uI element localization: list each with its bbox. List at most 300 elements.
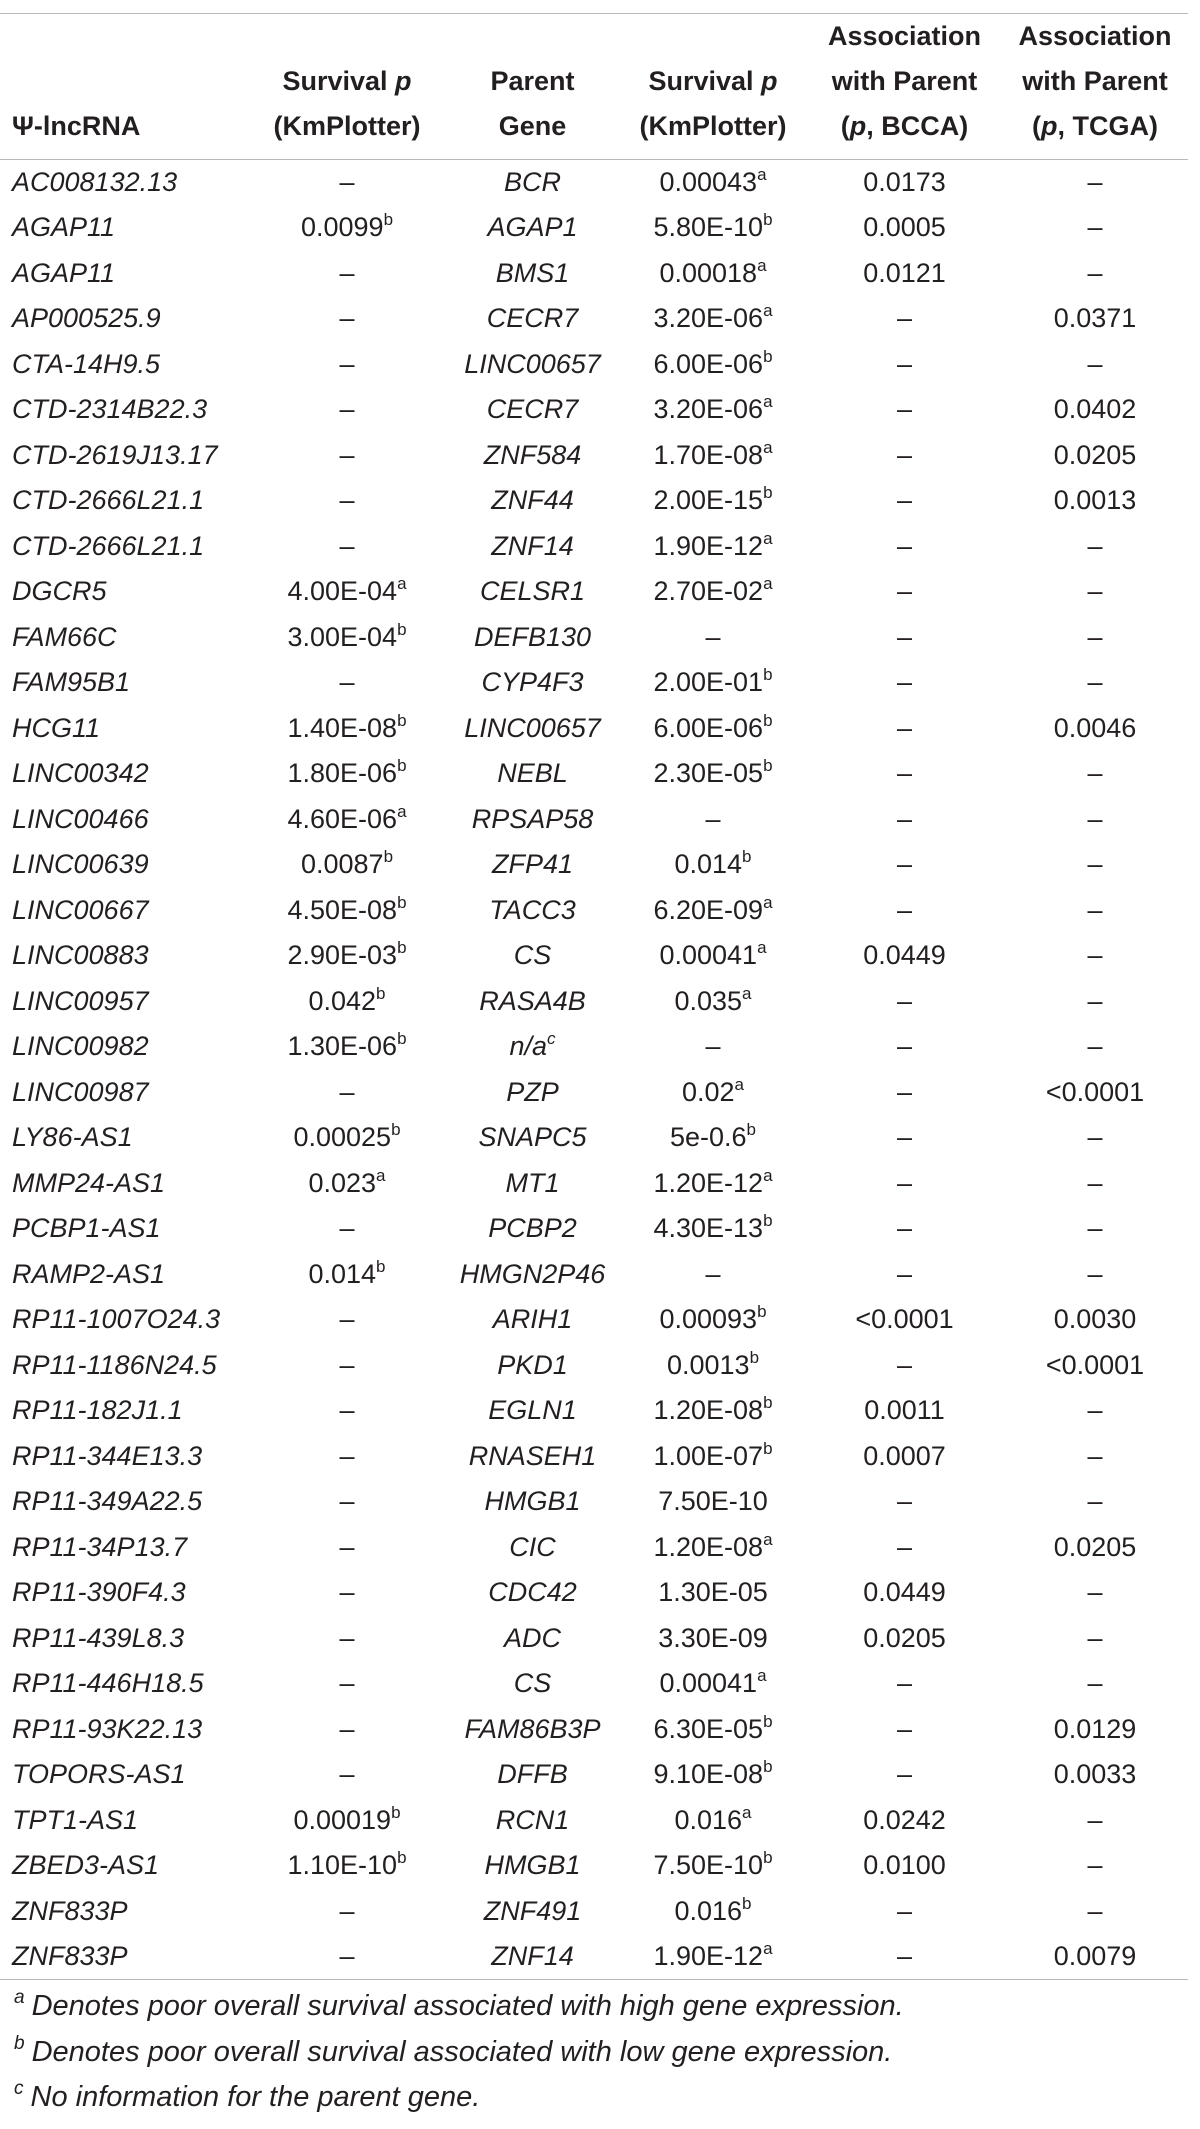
lncrna-name-cell: MMP24-AS1: [12, 1167, 166, 1198]
parent-gene-cell: PZP: [506, 1076, 559, 1107]
bcca-association-cell: <0.0001: [855, 1304, 954, 1335]
tcga-association-cell: –: [1087, 257, 1103, 288]
lncrna-survival-p-cell: –: [339, 1531, 355, 1562]
lncrna-survival-p-cell: 4.50E-08$^b$: [287, 892, 407, 925]
lncrna-name-cell: PCBP1-AS1: [12, 1213, 161, 1244]
bcca-association-cell: –: [896, 1895, 913, 1926]
footnote-mark: a: [757, 1666, 767, 1686]
footnote-mark: a: [763, 574, 773, 594]
parent-survival-p-cell: 6.20E-09$^a$: [653, 892, 773, 925]
bcca-association-cell: –: [896, 712, 913, 743]
bcca-association-cell: 0.0011: [864, 1395, 945, 1426]
parent-survival-p-cell: 2.30E-05$^b$: [653, 756, 773, 789]
lncrna-survival-p-cell: –: [339, 1395, 355, 1426]
bcca-association-cell: 0.0449: [863, 940, 946, 971]
table-body: [0, 160, 1188, 1980]
footnote-mark: b: [763, 1393, 773, 1413]
table-row: [0, 1252, 1188, 1298]
table-row: [0, 842, 1188, 888]
lncrna-survival-p-cell: –: [339, 1349, 355, 1380]
parent-survival-p-cell: 4.30E-13$^b$: [653, 1211, 773, 1244]
footnote-mark: b: [763, 665, 773, 685]
lncrna-survival-p-cell: 2.90E-03$^b$: [287, 938, 407, 971]
tcga-association-cell: –: [1087, 167, 1103, 197]
parent-gene-cell: CECR7: [486, 303, 579, 334]
table-row: [0, 524, 1188, 570]
tcga-association-cell: –: [1087, 1850, 1103, 1881]
parent-survival-p-cell: 0.02$^a$: [681, 1074, 745, 1107]
parent-survival-p-cell: 1.70E-08$^a$: [653, 437, 773, 470]
lncrna-survival-p-cell: 0.0087$^b$: [300, 847, 394, 880]
table-row: [0, 1115, 1188, 1161]
lncrna-survival-p-cell: 4.00E-04$^a$: [287, 574, 407, 607]
footnote-mark: a: [763, 1939, 773, 1958]
tcga-association-cell: –: [1087, 348, 1103, 379]
parent-survival-p-cell: 3.30E-09: [658, 1622, 768, 1653]
table-row: [0, 1206, 1188, 1252]
tcga-association-cell: –: [1087, 1804, 1103, 1835]
bcca-association-cell: –: [896, 1076, 913, 1107]
parent-gene-cell: NEBL: [497, 758, 568, 789]
lncrna-name-cell: CTA-14H9.5: [12, 348, 161, 379]
header-parent-survival-p: Survival p (KmPlotter): [619, 14, 807, 160]
table-row: [0, 251, 1188, 297]
lncrna-name-cell: ZNF833P: [0, 1934, 248, 1980]
tcga-association-cell: –: [1087, 1122, 1103, 1153]
parent-survival-p-cell: 1.90E-12$^a$: [653, 528, 773, 561]
lncrna-name-cell: RP11-344E13.3: [12, 1440, 203, 1471]
parent-gene-cell: CDC42: [488, 1577, 577, 1608]
bcca-association-cell: –: [896, 485, 913, 516]
footnote-mark: b: [746, 1120, 757, 1140]
footnote-mark: b: [763, 1757, 773, 1777]
parent-gene-cell: RPSAP58: [471, 803, 594, 834]
tcga-association-cell: 0.0129: [1053, 1713, 1137, 1744]
bcca-association-cell: 0.0173: [863, 167, 946, 197]
header-association-bcca: Association with Parent (p, BCCA): [807, 14, 1002, 160]
lncrna-survival-p-cell: –: [339, 1440, 355, 1471]
lncrna-name-cell: AGAP11: [12, 257, 116, 288]
footnote-mark: b: [763, 1211, 773, 1231]
bcca-association-cell: –: [896, 1713, 913, 1744]
lncrna-survival-p-cell: –: [339, 1622, 355, 1653]
tcga-association-cell: 0.0205: [1053, 439, 1137, 470]
lncrna-name-cell: LINC00466: [12, 803, 149, 834]
lncrna-survival-p-cell: 1.10E-10$^b$: [287, 1848, 407, 1881]
lncrna-survival-p-cell: 3.00E-04$^b$: [287, 619, 407, 652]
lncrna-survival-p-cell: –: [248, 1934, 446, 1980]
tcga-association-cell: –: [1087, 1440, 1103, 1471]
tcga-association-cell: –: [1087, 803, 1103, 834]
lncrna-name-cell: RP11-93K22.13: [12, 1713, 203, 1744]
bcca-association-cell: –: [896, 530, 913, 561]
lncrna-name-cell: LINC00667: [12, 894, 149, 925]
footnote: $^c$ No information for the parent gene.: [14, 2078, 481, 2113]
table-row: [0, 1889, 1188, 1935]
bcca-association-cell: –: [896, 303, 913, 334]
tcga-association-cell: 0.0205: [1053, 1531, 1137, 1562]
footnote-mark: b: [763, 1711, 773, 1731]
parent-survival-p-cell: –: [705, 1258, 721, 1289]
tcga-association-cell: –: [1087, 1622, 1103, 1653]
table-row: [0, 660, 1188, 706]
table-row: [0, 160, 1188, 206]
footnote-mark: b: [376, 983, 386, 1003]
table-row: [0, 1843, 1188, 1889]
parent-gene-cell: RASA4B: [479, 985, 586, 1016]
table-row: [0, 1752, 1188, 1798]
tcga-association-cell: –: [1087, 621, 1103, 652]
table-row: [0, 797, 1188, 843]
lncrna-name-cell: AC008132.13: [12, 167, 178, 197]
bcca-association-cell: –: [896, 1349, 913, 1380]
parent-survival-p-cell: 5e-0.6$^b$: [669, 1120, 757, 1153]
parent-survival-p-cell: 0.00018$^a$: [659, 255, 767, 288]
footnote-mark: b: [397, 1848, 407, 1868]
table-row: [0, 1661, 1188, 1707]
footnote-mark: b: [376, 1256, 386, 1276]
parent-gene-cell: CELSR1: [479, 576, 586, 607]
parent-gene-cell: SNAPC5: [478, 1122, 587, 1153]
lncrna-name-cell: LINC00982: [12, 1031, 149, 1062]
tcga-association-cell: 0.0033: [1053, 1759, 1137, 1790]
lncrna-survival-p-cell: –: [339, 1759, 355, 1790]
bcca-association-cell: –: [896, 1486, 913, 1517]
bcca-association-cell: 0.0205: [863, 1622, 946, 1653]
tcga-association-cell: –: [1087, 1031, 1103, 1062]
parent-gene-cell: PKD1: [497, 1349, 568, 1380]
bcca-association-cell: –: [896, 1258, 913, 1289]
lncrna-survival-p-cell: –: [339, 1076, 355, 1107]
table-row: [0, 1024, 1188, 1070]
table-row: [0, 1934, 1188, 1980]
lncrna-name-cell: LINC00639: [12, 849, 149, 880]
tcga-association-cell: –: [1087, 894, 1103, 925]
tcga-association-cell: –: [1087, 1486, 1103, 1517]
bcca-association-cell: 0.0100: [863, 1850, 946, 1881]
table-row: [0, 342, 1188, 388]
bcca-association-cell: 0.0242: [863, 1804, 946, 1835]
parent-gene-cell: RCN1: [495, 1804, 570, 1835]
table-row: [0, 615, 1188, 661]
bcca-association-cell: –: [896, 1167, 913, 1198]
footnote-mark: a: [742, 983, 752, 1003]
table-row: [0, 569, 1188, 615]
parent-survival-p-cell: 1.00E-07$^b$: [653, 1438, 773, 1471]
parent-survival-p-cell: 3.20E-06$^a$: [653, 301, 773, 334]
lncrna-survival-p-cell: –: [339, 1577, 355, 1608]
lncrna-survival-p-cell: 0.023$^a$: [308, 1165, 386, 1198]
lncrna-survival-p-cell: 0.014$^b$: [308, 1256, 386, 1289]
lncrna-table: [0, 13, 1188, 1980]
parent-gene-cell: HMGB1: [484, 1850, 581, 1881]
parent-gene-cell: BCR: [503, 167, 561, 197]
bcca-association-cell: –: [896, 1668, 913, 1699]
header-parent-gene: Parent Gene: [446, 14, 619, 160]
lncrna-name-cell: HCG11: [12, 712, 101, 743]
parent-survival-p-cell: 7.50E-10: [658, 1486, 768, 1517]
footnote-mark: a: [376, 1165, 386, 1185]
lncrna-name-cell: CTD-2619J13.17: [12, 439, 218, 470]
bcca-association-cell: –: [896, 1122, 913, 1153]
tcga-association-cell: –: [1087, 1395, 1103, 1426]
footnote-mark: b: [763, 1848, 773, 1868]
footnote: $^a$ Denotes poor overall survival associated with high gene expression.: [14, 1987, 904, 2022]
lncrna-name-cell: CTD-2314B22.3: [12, 394, 208, 425]
footnote-mark: b: [763, 1438, 773, 1458]
footnote-mark: b: [749, 1347, 760, 1367]
table-row: [0, 1479, 1188, 1525]
footnote-mark: b: [397, 938, 407, 958]
header-association-tcga: Association with Parent (p, TCGA): [1002, 14, 1188, 160]
footnote-mark: c: [547, 1029, 556, 1049]
parent-gene-cell: ZFP41: [491, 849, 574, 880]
footnote-mark: a: [763, 1165, 773, 1185]
parent-gene-cell: ZNF491: [483, 1895, 582, 1926]
footnote-mark: b: [397, 892, 407, 912]
footnote: $^b$ Denotes poor overall survival associated with low gene expression.: [14, 2032, 893, 2068]
table-row: [0, 1434, 1188, 1480]
bcca-association-cell: 0.0449: [863, 1577, 946, 1608]
parent-gene-cell: HMGB1: [484, 1486, 581, 1517]
footnote-mark: a: [763, 437, 773, 457]
lncrna-name-cell: RP11-390F4.3: [12, 1577, 186, 1608]
parent-gene-cell: CS: [513, 1668, 552, 1699]
bcca-association-cell: –: [896, 394, 913, 425]
parent-survival-p-cell: 0.00041$^a$: [659, 938, 767, 971]
bcca-association-cell: –: [896, 894, 913, 925]
lncrna-name-cell: CTD-2666L21.1: [12, 485, 205, 516]
parent-gene-cell: ZNF44: [491, 485, 574, 516]
bcca-association-cell: –: [896, 621, 913, 652]
table-row: [0, 1570, 1188, 1616]
bcca-association-cell: –: [896, 1531, 913, 1562]
bcca-association-cell: –: [896, 849, 913, 880]
lncrna-name-cell: CTD-2666L21.1: [12, 530, 205, 561]
footnote-mark: a: [763, 528, 773, 548]
lncrna-name-cell: FAM66C: [12, 621, 117, 652]
parent-gene-cell: CS: [513, 940, 552, 971]
table-row: [0, 1525, 1188, 1571]
footnote-mark: b: [383, 210, 394, 230]
lncrna-name-cell: TPT1-AS1: [12, 1804, 139, 1835]
footnote-mark: a: [763, 892, 773, 912]
lncrna-name-cell: AGAP11: [12, 212, 116, 243]
parent-survival-p-cell: 0.00043$^a$: [659, 165, 767, 197]
parent-survival-p-cell: 0.00041$^a$: [659, 1666, 767, 1699]
parent-survival-p-cell: –: [705, 803, 721, 834]
table-row: [0, 888, 1188, 934]
parent-gene-cell: FAM86B3P: [464, 1713, 601, 1744]
tcga-association-cell: –: [1087, 1213, 1103, 1244]
footnote-mark: b: [763, 483, 773, 503]
parent-gene-cell: CYP4F3: [481, 667, 584, 698]
bcca-association-cell: –: [896, 576, 913, 607]
parent-gene-cell: ADC: [503, 1622, 561, 1653]
bcca-association-cell: –: [896, 985, 913, 1016]
lncrna-survival-p-cell: –: [339, 1713, 355, 1744]
tcga-association-cell: –: [1087, 1577, 1103, 1608]
lncrna-survival-p-cell: –: [339, 167, 355, 197]
footnote-mark: b: [391, 1120, 401, 1140]
table-row: [0, 1616, 1188, 1662]
bcca-association-cell: –: [896, 1031, 913, 1062]
tcga-association-cell: –: [1087, 576, 1103, 607]
bcca-association-cell: –: [896, 667, 913, 698]
lncrna-name-cell: ZNF833P: [12, 1895, 128, 1926]
table-footnotes: [14, 1984, 904, 2121]
lncrna-name-cell: RP11-1186N24.5: [12, 1349, 217, 1380]
lncrna-survival-p-cell: –: [339, 485, 355, 516]
parent-survival-p-cell: 6.00E-06$^b$: [653, 346, 773, 379]
table-row: [0, 979, 1188, 1025]
parent-survival-p-cell: 0.0013$^b$: [666, 1347, 760, 1380]
bcca-association-cell: –: [896, 439, 913, 470]
tcga-association-cell: 0.0079: [1002, 1934, 1188, 1980]
parent-survival-p-cell: 0.016$^b$: [674, 1893, 752, 1926]
tcga-association-cell: –: [1087, 985, 1103, 1016]
footnote-mark: b: [763, 710, 773, 730]
lncrna-survival-p-cell: –: [339, 1486, 355, 1517]
tcga-association-cell: –: [1087, 212, 1103, 243]
parent-survival-p-cell: 0.014$^b$: [674, 847, 752, 880]
footnote-mark: b: [742, 1893, 752, 1913]
lncrna-survival-p-cell: 0.042$^b$: [308, 983, 386, 1016]
footnote-mark: b: [383, 847, 394, 867]
tcga-association-cell: –: [1087, 940, 1103, 971]
lncrna-name-cell: AP000525.9: [12, 303, 161, 334]
parent-gene-cell: $n/a^c$: [509, 1029, 556, 1062]
lncrna-survival-p-cell: –: [339, 1304, 355, 1335]
parent-survival-p-cell: 0.016$^a$: [674, 1802, 752, 1835]
footnote-mark: b: [391, 1802, 401, 1822]
parent-survival-p-cell: 1.20E-12$^a$: [653, 1165, 773, 1198]
parent-gene-cell: DEFB130: [473, 621, 592, 652]
tcga-association-cell: –: [1087, 1258, 1103, 1289]
bcca-association-cell: –: [896, 348, 913, 379]
table-row: [0, 1297, 1188, 1343]
footnote-mark: a: [397, 801, 407, 821]
parent-gene-cell: DFFB: [497, 1759, 568, 1790]
footnote-mark: a: [757, 165, 767, 184]
footnote-mark: b: [397, 1029, 407, 1049]
parent-survival-p-cell: –: [705, 621, 721, 652]
bcca-association-cell: –: [896, 758, 913, 789]
table-row: [0, 1161, 1188, 1207]
tcga-association-cell: 0.0402: [1053, 394, 1137, 425]
lncrna-survival-p-cell: –: [339, 348, 355, 379]
parent-gene-cell: LINC00657: [464, 712, 601, 743]
lncrna-survival-p-cell: –: [339, 439, 355, 470]
parent-survival-p-cell: 1.20E-08$^a$: [653, 1529, 773, 1562]
lncrna-name-cell: RAMP2-AS1: [12, 1258, 166, 1289]
lncrna-survival-p-cell: –: [339, 303, 355, 334]
lncrna-survival-p-cell: –: [339, 1895, 355, 1926]
bcca-association-cell: 0.0121: [863, 257, 946, 288]
table-row: [0, 933, 1188, 979]
parent-gene-cell: BMS1: [495, 257, 570, 288]
lncrna-survival-p-cell: –: [339, 257, 355, 288]
footnote-mark: a: [763, 392, 773, 412]
parent-survival-p-cell: 2.70E-02$^a$: [653, 574, 773, 607]
footnote-mark: a: [763, 301, 773, 321]
lncrna-name-cell: LINC00957: [12, 985, 149, 1016]
parent-survival-p-cell: 6.00E-06$^b$: [653, 710, 773, 743]
lncrna-name-cell: RP11-1007O24.3: [12, 1304, 221, 1335]
parent-gene-cell: ARIH1: [492, 1304, 573, 1335]
tcga-association-cell: –: [1087, 1895, 1103, 1926]
parent-gene-cell: AGAP1: [487, 212, 578, 243]
lncrna-survival-p-cell: 1.40E-08$^b$: [287, 710, 407, 743]
tcga-association-cell: 0.0371: [1053, 303, 1137, 334]
parent-survival-p-cell: 6.30E-05$^b$: [653, 1711, 773, 1744]
table-row: [0, 1070, 1188, 1116]
parent-survival-p-cell: 3.20E-06$^a$: [653, 392, 773, 425]
bcca-association-cell: –: [896, 1759, 913, 1790]
tcga-association-cell: –: [1087, 1167, 1103, 1198]
table-row: [0, 296, 1188, 342]
lncrna-name-cell: RP11-349A22.5: [12, 1486, 203, 1517]
footnote-mark: a: [757, 938, 767, 958]
parent-gene-cell: ZNF14: [446, 1934, 619, 1980]
table-row: [0, 1798, 1188, 1844]
lncrna-name-cell: DGCR5: [12, 576, 107, 607]
lncrna-name-cell: LINC00987: [12, 1076, 149, 1107]
tcga-association-cell: <0.0001: [1045, 1076, 1145, 1107]
footnote-mark: a: [763, 1529, 773, 1549]
parent-survival-p-cell: 9.10E-08$^b$: [653, 1757, 773, 1790]
lncrna-name-cell: RP11-182J1.1: [12, 1395, 183, 1426]
parent-gene-cell: CIC: [509, 1531, 556, 1562]
lncrna-name-cell: LY86-AS1: [12, 1122, 133, 1153]
lncrna-survival-p-cell: –: [339, 394, 355, 425]
parent-gene-cell: CECR7: [486, 394, 579, 425]
lncrna-survival-p-cell: –: [339, 1668, 355, 1699]
lncrna-name-cell: RP11-439L8.3: [12, 1622, 185, 1653]
tcga-association-cell: –: [1087, 530, 1103, 561]
table-row: [0, 751, 1188, 797]
lncrna-survival-p-cell: –: [339, 667, 355, 698]
header-survival-p-kmplotter: Survival p (KmPlotter): [248, 14, 446, 160]
footnote-mark: b: [763, 210, 773, 230]
parent-survival-p-cell: 1.90E-12$^a$: [619, 1934, 807, 1980]
parent-survival-p-cell: 1.30E-05: [658, 1577, 768, 1608]
bcca-association-cell: 0.0007: [863, 1440, 946, 1471]
table-row: [0, 478, 1188, 524]
parent-gene-cell: LINC00657: [464, 348, 601, 379]
parent-survival-p-cell: 0.00093$^b$: [659, 1302, 767, 1335]
footnote-mark: b: [742, 847, 752, 867]
table-row: [0, 1388, 1188, 1434]
parent-gene-cell: ZNF14: [491, 530, 574, 561]
lncrna-survival-p-cell: 0.00019$^b$: [293, 1802, 401, 1835]
lncrna-name-cell: ZBED3-AS1: [12, 1850, 160, 1881]
footnote-mark: a: [757, 255, 767, 275]
parent-survival-p-cell: 0.035$^a$: [674, 983, 752, 1016]
parent-survival-p-cell: 1.20E-08$^b$: [653, 1393, 773, 1426]
lncrna-survival-p-cell: 0.0099$^b$: [300, 210, 394, 243]
lncrna-name-cell: FAM95B1: [12, 667, 131, 698]
lncrna-survival-p-cell: –: [339, 1213, 355, 1244]
table-header: [0, 14, 1188, 160]
table-row: [0, 706, 1188, 752]
lncrna-name-cell: TOPORS-AS1: [12, 1759, 186, 1790]
lncrna-survival-p-cell: 1.80E-06$^b$: [287, 756, 407, 789]
lncrna-name-cell: RP11-34P13.7: [12, 1531, 188, 1562]
lncrna-name-cell: LINC00883: [12, 940, 149, 971]
table-row: [0, 1707, 1188, 1753]
bcca-association-cell: 0.0005: [863, 212, 946, 243]
